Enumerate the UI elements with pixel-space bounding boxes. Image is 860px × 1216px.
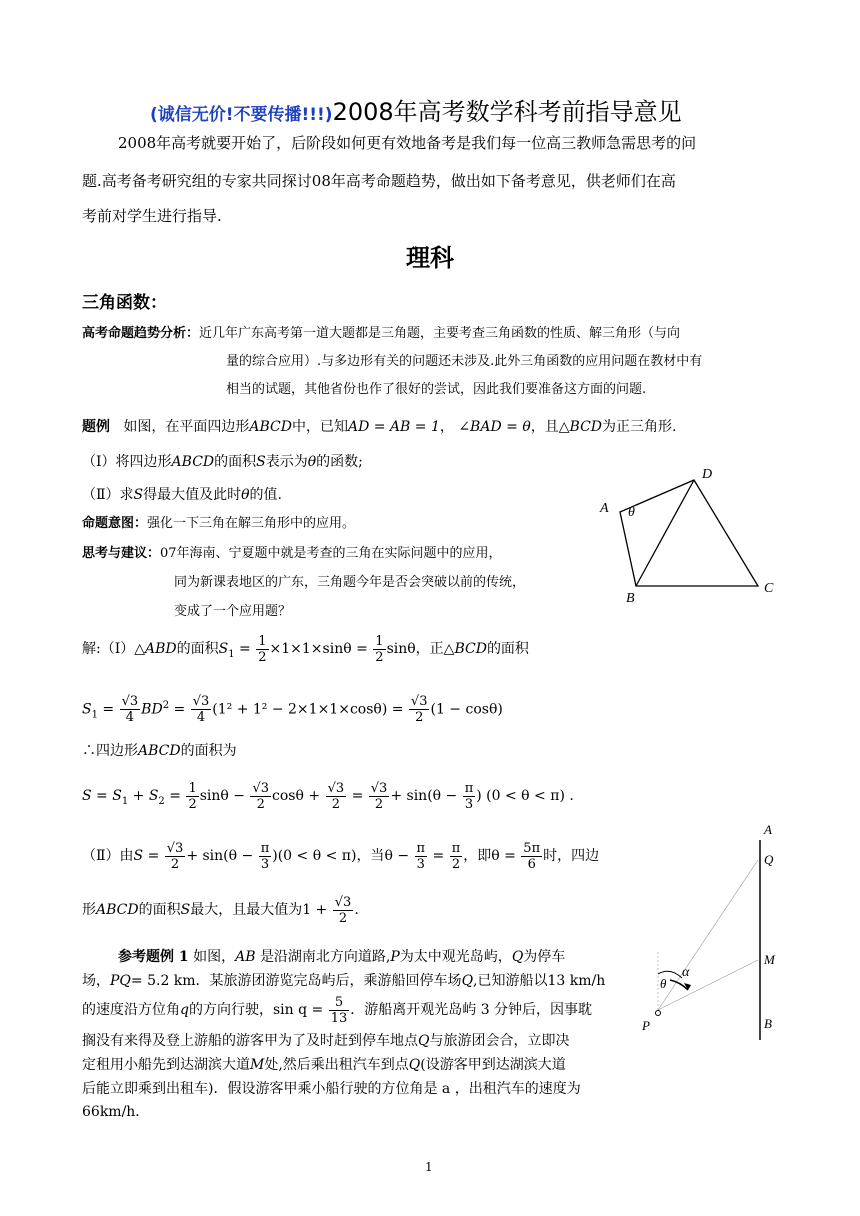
page-number: 1: [425, 1160, 433, 1174]
svg-text:B: B: [764, 1016, 772, 1031]
intro-line-3: 考前对学生进行指导.: [82, 207, 222, 225]
example-line: 题例 如图，在平面四边形ABCD中，已知AD = AB = 1， ∠BAD = θ，且△BCD为正三角形.: [82, 419, 677, 435]
advice-line-3: 变成了一个应用题？: [174, 604, 292, 619]
ref-line-3: 的速度沿方位角q的方向行驶，sin q = $\frac{5}{13}$ ．游船离开观光岛屿 3 分钟后，因事耽: [82, 994, 593, 1026]
svg-text:α: α: [682, 965, 690, 980]
quadrilateral-figure: [590, 462, 790, 610]
ref-line-6: 后能立即乘到出租车)．假设游客甲乘小船行驶的方位角是 a ，出租汽车的速度为: [82, 1081, 581, 1097]
trend-line-2: 量的综合应用）.与多边形有关的问题还未涉及.此外三角函数的应用问题在教材中有: [226, 354, 703, 369]
svg-text:M: M: [764, 952, 775, 967]
therefore-line: ∴四边形ABCD的面积为: [82, 743, 237, 759]
intro-line-2: 题.高考备考研究组的专家共同探讨08年高考命题趋势，做出如下备考意见，供老师们在高: [82, 172, 676, 190]
label-B: B: [626, 591, 635, 606]
label-A: A: [600, 501, 609, 516]
label-C: C: [764, 581, 774, 596]
section-title: 理科: [406, 244, 454, 272]
svg-text:θ: θ: [660, 976, 667, 991]
svg-text:A: A: [764, 822, 772, 837]
solution-line-1: 解:（Ⅰ）△ABD的面积$S_1$ = $\frac{1}{2}$ ×1×1×sinθ = $\frac{1}{2}$ sinθ，正△BCD的面积: [82, 633, 529, 665]
lake-road-figure: [630, 812, 790, 1042]
warning-text: (诚信无价!不要传播!!!): [150, 105, 333, 125]
trend-line-1: 近几年广东高考第一道大题都是三角题，主要考查三角函数的性质、解三角形（与向: [199, 326, 681, 341]
advice-line-2: 同为新课表地区的广东，三角题今年是否会突破以前的传统，: [174, 575, 526, 590]
trend-line-3: 相当的试题，其他省份也作了很好的尝试，因此我们要准备这方面的问题.: [226, 382, 647, 397]
intro-line-1: 2008年高考就要开始了，后阶段如何更有效地备考是我们每一位高三教师急需思考的问: [118, 134, 697, 152]
advice-line-1: 思考与建议：07年海南、宁夏题中就是考查的三角在实际问题中的应用，: [82, 546, 502, 561]
trend-label: 高考命题趋势分析：: [82, 326, 200, 341]
label-D: D: [702, 467, 713, 482]
page-title: 2008年高考数学科考前指导意见: [332, 98, 682, 126]
ref-line-4: 搁没有来得及登上游船的游客甲为了及时赶到停车地点Q与旅游团会合，立即决: [82, 1033, 570, 1049]
svg-text:P: P: [642, 1018, 650, 1033]
ref-line-1: 参考题例 1 如图，AB 是沿湖南北方向道路,P为太中观光岛屿，Q为停车: [118, 949, 566, 965]
solution-part-2: （Ⅱ）由S = $\frac{√3}{2}$ + sin(θ − $\frac{\pi}{3}$ )(0 < θ < π)，当θ − $\frac{\pi}{3}$ = $\frac{\pi}{2}$ ，即θ = $\frac{5\pi}{6}$ 时，四边: [82, 840, 600, 872]
solution-line-3: $S = S_1 + S_2$ = $\frac{1}{2}$ sinθ − $\frac{√3}{2}$ cosθ + $\frac{√3}{2}$ = $\frac{√3}{2}$ + sin(θ − $\frac{\pi}{3}$ ) (0 < θ < π) .: [82, 780, 574, 812]
solution-max-line: 形ABCD的面积S最大，且最大值为1 + $\frac{√3}{2}$ .: [82, 894, 359, 926]
label-theta: θ: [628, 505, 635, 520]
question-2: （Ⅱ）求S得最大值及此时θ的值.: [82, 487, 282, 503]
svg-text:Q: Q: [764, 852, 774, 867]
subsection-title: 三角函数：: [82, 293, 167, 313]
intent-line: 命题意图：强化一下三角在解三角形中的应用。: [82, 516, 356, 531]
ref-line-7: 66km/h．: [82, 1104, 150, 1120]
ref-line-2: 场，PQ= 5.2 km．某旅游团游览完岛屿后，乘游船回停车场Q,已知游船以13 km/h: [82, 973, 606, 989]
question-1: （Ⅰ）将四边形ABCD的面积S表示为θ的函数;: [82, 454, 363, 470]
ref-line-5: 定租用小船先到达湖滨大道M处,然后乘出租汽车到点Q(设游客甲到达湖滨大道: [82, 1057, 566, 1073]
solution-line-2: $S_1$ = $\frac{√3}{4}$ $BD^2$ = $\frac{√3}{4}$ (1² + 1² − 2×1×1×cosθ) = $\frac{√3}{2}$ (1 − cosθ): [82, 694, 503, 726]
